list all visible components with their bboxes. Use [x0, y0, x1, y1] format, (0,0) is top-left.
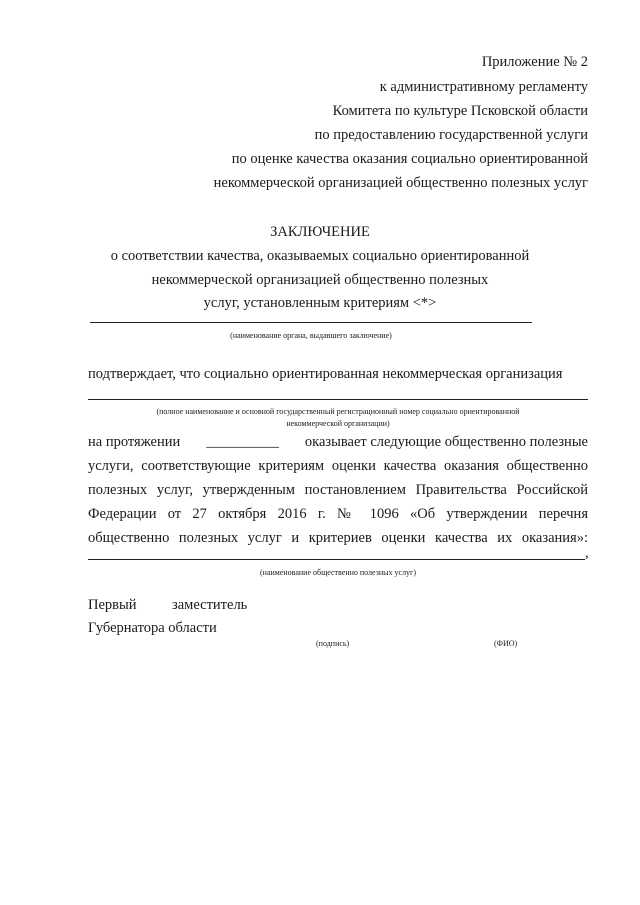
paragraph-line-3: полезных услуг, утвержденным постановлением Правительства Российской: [88, 482, 588, 498]
appendix-number: Приложение № 2: [481, 54, 588, 70]
issuer-fill-line: [90, 322, 532, 323]
organization-caption-line-2: некоммерческой организации): [286, 419, 390, 428]
header-line-4: по предоставлению государственной услуги: [314, 127, 588, 143]
signature-caption: (подпись): [316, 639, 350, 648]
header-line-3: Комитета по культуре Псковской области: [332, 103, 588, 119]
signatory-position-word-2: заместитель: [172, 597, 248, 613]
period-label: на протяжении: [88, 434, 181, 450]
signatory-position-line-2: Губернатора области: [88, 620, 217, 636]
title-line-3: услуг, установленным критериям <*>: [203, 295, 437, 311]
fio-caption: (ФИО): [494, 639, 518, 648]
organization-fill-line: [88, 399, 588, 400]
title-line-2: некоммерческой организацией общественно полезных: [151, 272, 489, 288]
organization-caption-line-1: (полное наименование и основной государственный регистрационный номер социально ориентированной: [156, 407, 520, 416]
confirm-text: подтверждает, что социально ориентированная некоммерческая организация: [88, 366, 563, 382]
header-line-2: к административному регламенту: [379, 79, 588, 95]
services-line-comma: ,: [585, 545, 589, 561]
period-blank: __________: [206, 434, 279, 450]
header-line-6: некоммерческой организацией общественно полезных услуг: [213, 175, 588, 191]
paragraph-line-1: [88, 434, 588, 451]
services-fill-line: [88, 559, 585, 560]
paragraph-line-1-end: оказывает следующие общественно полезные: [304, 434, 588, 450]
issuer-caption: (наименование органа, выдавшего заключение): [230, 331, 392, 340]
services-caption: (наименование общественно полезных услуг): [260, 568, 416, 577]
paragraph-line-2: услуги, соответствующие критериям оценки качества оказания общественно: [88, 458, 588, 474]
title-line-1: о соответствии качества, оказываемых социально ориентированной: [110, 248, 530, 264]
signatory-position-word-1: Первый: [88, 597, 137, 613]
paragraph-line-4: Федерации от 27 октября 2016 г. № 1096 «Об утверждении перечня: [88, 506, 588, 522]
paragraph-line-5: общественно полезных услуг и критериев оценки качества их оказания»:: [88, 530, 588, 546]
header-line-5: по оценке качества оказания социально ориентированной: [231, 151, 588, 167]
document-title: ЗАКЛЮЧЕНИЕ: [270, 224, 370, 240]
